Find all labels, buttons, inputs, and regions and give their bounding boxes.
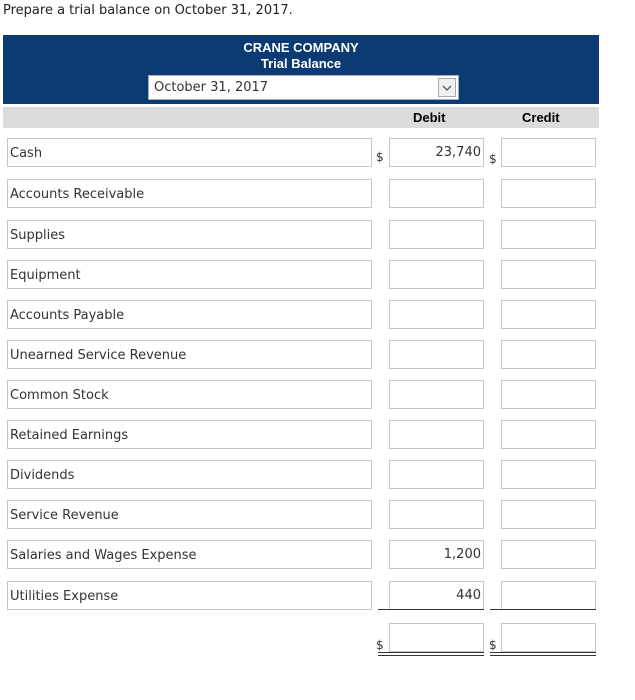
account-name-field[interactable] xyxy=(7,460,372,489)
account-name-text: Common Stock xyxy=(10,388,109,403)
credit-amount-field[interactable] xyxy=(501,581,596,610)
account-name-text: Unearned Service Revenue xyxy=(10,348,187,363)
credit-amount-field[interactable] xyxy=(501,220,596,249)
debit-amount-field[interactable] xyxy=(389,500,484,529)
statement-header xyxy=(3,35,599,104)
company-name: CRANE COMPANY xyxy=(243,40,359,55)
account-name-text: Accounts Receivable xyxy=(10,187,145,202)
debit-amount-field[interactable] xyxy=(389,420,484,449)
debit-amount-field[interactable] xyxy=(389,179,484,208)
account-name-field[interactable] xyxy=(7,220,372,249)
credit-currency-symbol: $ xyxy=(489,152,497,166)
account-name-text: Service Revenue xyxy=(10,508,119,523)
debit-amount-field[interactable] xyxy=(389,581,484,610)
credit-amount-field[interactable] xyxy=(501,380,596,409)
debit-total-field[interactable] xyxy=(389,623,484,652)
report-title: Trial Balance xyxy=(260,56,342,71)
debit-total-double-underline xyxy=(378,652,484,656)
debit-amount-field[interactable] xyxy=(389,460,484,489)
account-name-field[interactable] xyxy=(7,581,372,610)
account-name-text: Retained Earnings xyxy=(10,428,129,443)
credit-amount-field[interactable] xyxy=(501,300,596,329)
debit-column-header: Debit xyxy=(413,110,446,125)
account-name-field[interactable] xyxy=(7,179,372,208)
credit-total-double-underline xyxy=(490,652,596,656)
debit-amount-field[interactable] xyxy=(389,340,484,369)
debit-subtotal-underline xyxy=(378,609,484,610)
account-name-field[interactable] xyxy=(7,380,372,409)
debit-amount-text: 440 xyxy=(456,588,481,603)
credit-total-currency-symbol: $ xyxy=(489,638,497,652)
debit-amount-field[interactable] xyxy=(389,220,484,249)
account-name-field[interactable] xyxy=(7,500,372,529)
account-name-field[interactable] xyxy=(7,138,372,167)
credit-amount-field[interactable] xyxy=(501,179,596,208)
debit-currency-symbol: $ xyxy=(376,150,384,164)
dropdown-button[interactable] xyxy=(438,78,456,97)
credit-amount-field[interactable] xyxy=(501,340,596,369)
credit-column-header: Credit xyxy=(522,110,560,125)
account-name-text: Accounts Payable xyxy=(10,308,125,323)
account-name-text: Utilities Expense xyxy=(10,589,119,604)
credit-amount-field[interactable] xyxy=(501,420,596,449)
account-name-text: Equipment xyxy=(10,268,81,283)
account-name-text: Cash xyxy=(10,146,43,161)
credit-total-field[interactable] xyxy=(501,623,596,652)
account-name-text: Dividends xyxy=(10,468,75,483)
debit-amount-field[interactable] xyxy=(389,138,484,167)
credit-subtotal-underline xyxy=(490,609,596,610)
debit-amount-field[interactable] xyxy=(389,380,484,409)
column-header-bar xyxy=(3,107,599,128)
account-name-field[interactable] xyxy=(7,420,372,449)
debit-amount-field[interactable] xyxy=(389,260,484,289)
debit-amount-field[interactable] xyxy=(389,540,484,569)
account-name-field[interactable] xyxy=(7,540,372,569)
debit-amount-text: 23,740 xyxy=(435,145,481,160)
credit-amount-field[interactable] xyxy=(501,138,596,167)
debit-total-currency-symbol: $ xyxy=(376,638,384,652)
date-dropdown-value: October 31, 2017 xyxy=(154,80,269,95)
account-name-text: Salaries and Wages Expense xyxy=(10,548,197,563)
credit-amount-field[interactable] xyxy=(501,460,596,489)
account-name-text: Supplies xyxy=(10,228,65,243)
account-name-field[interactable] xyxy=(7,300,372,329)
credit-amount-field[interactable] xyxy=(501,540,596,569)
instruction-text: Prepare a trial balance on October 31, 2017. xyxy=(3,3,293,18)
date-dropdown[interactable] xyxy=(148,75,459,100)
account-name-field[interactable] xyxy=(7,340,372,369)
chevron-down-icon xyxy=(439,79,455,96)
credit-amount-field[interactable] xyxy=(501,500,596,529)
debit-amount-field[interactable] xyxy=(389,300,484,329)
account-name-field[interactable] xyxy=(7,260,372,289)
debit-amount-text: 1,200 xyxy=(443,547,481,562)
credit-amount-field[interactable] xyxy=(501,260,596,289)
